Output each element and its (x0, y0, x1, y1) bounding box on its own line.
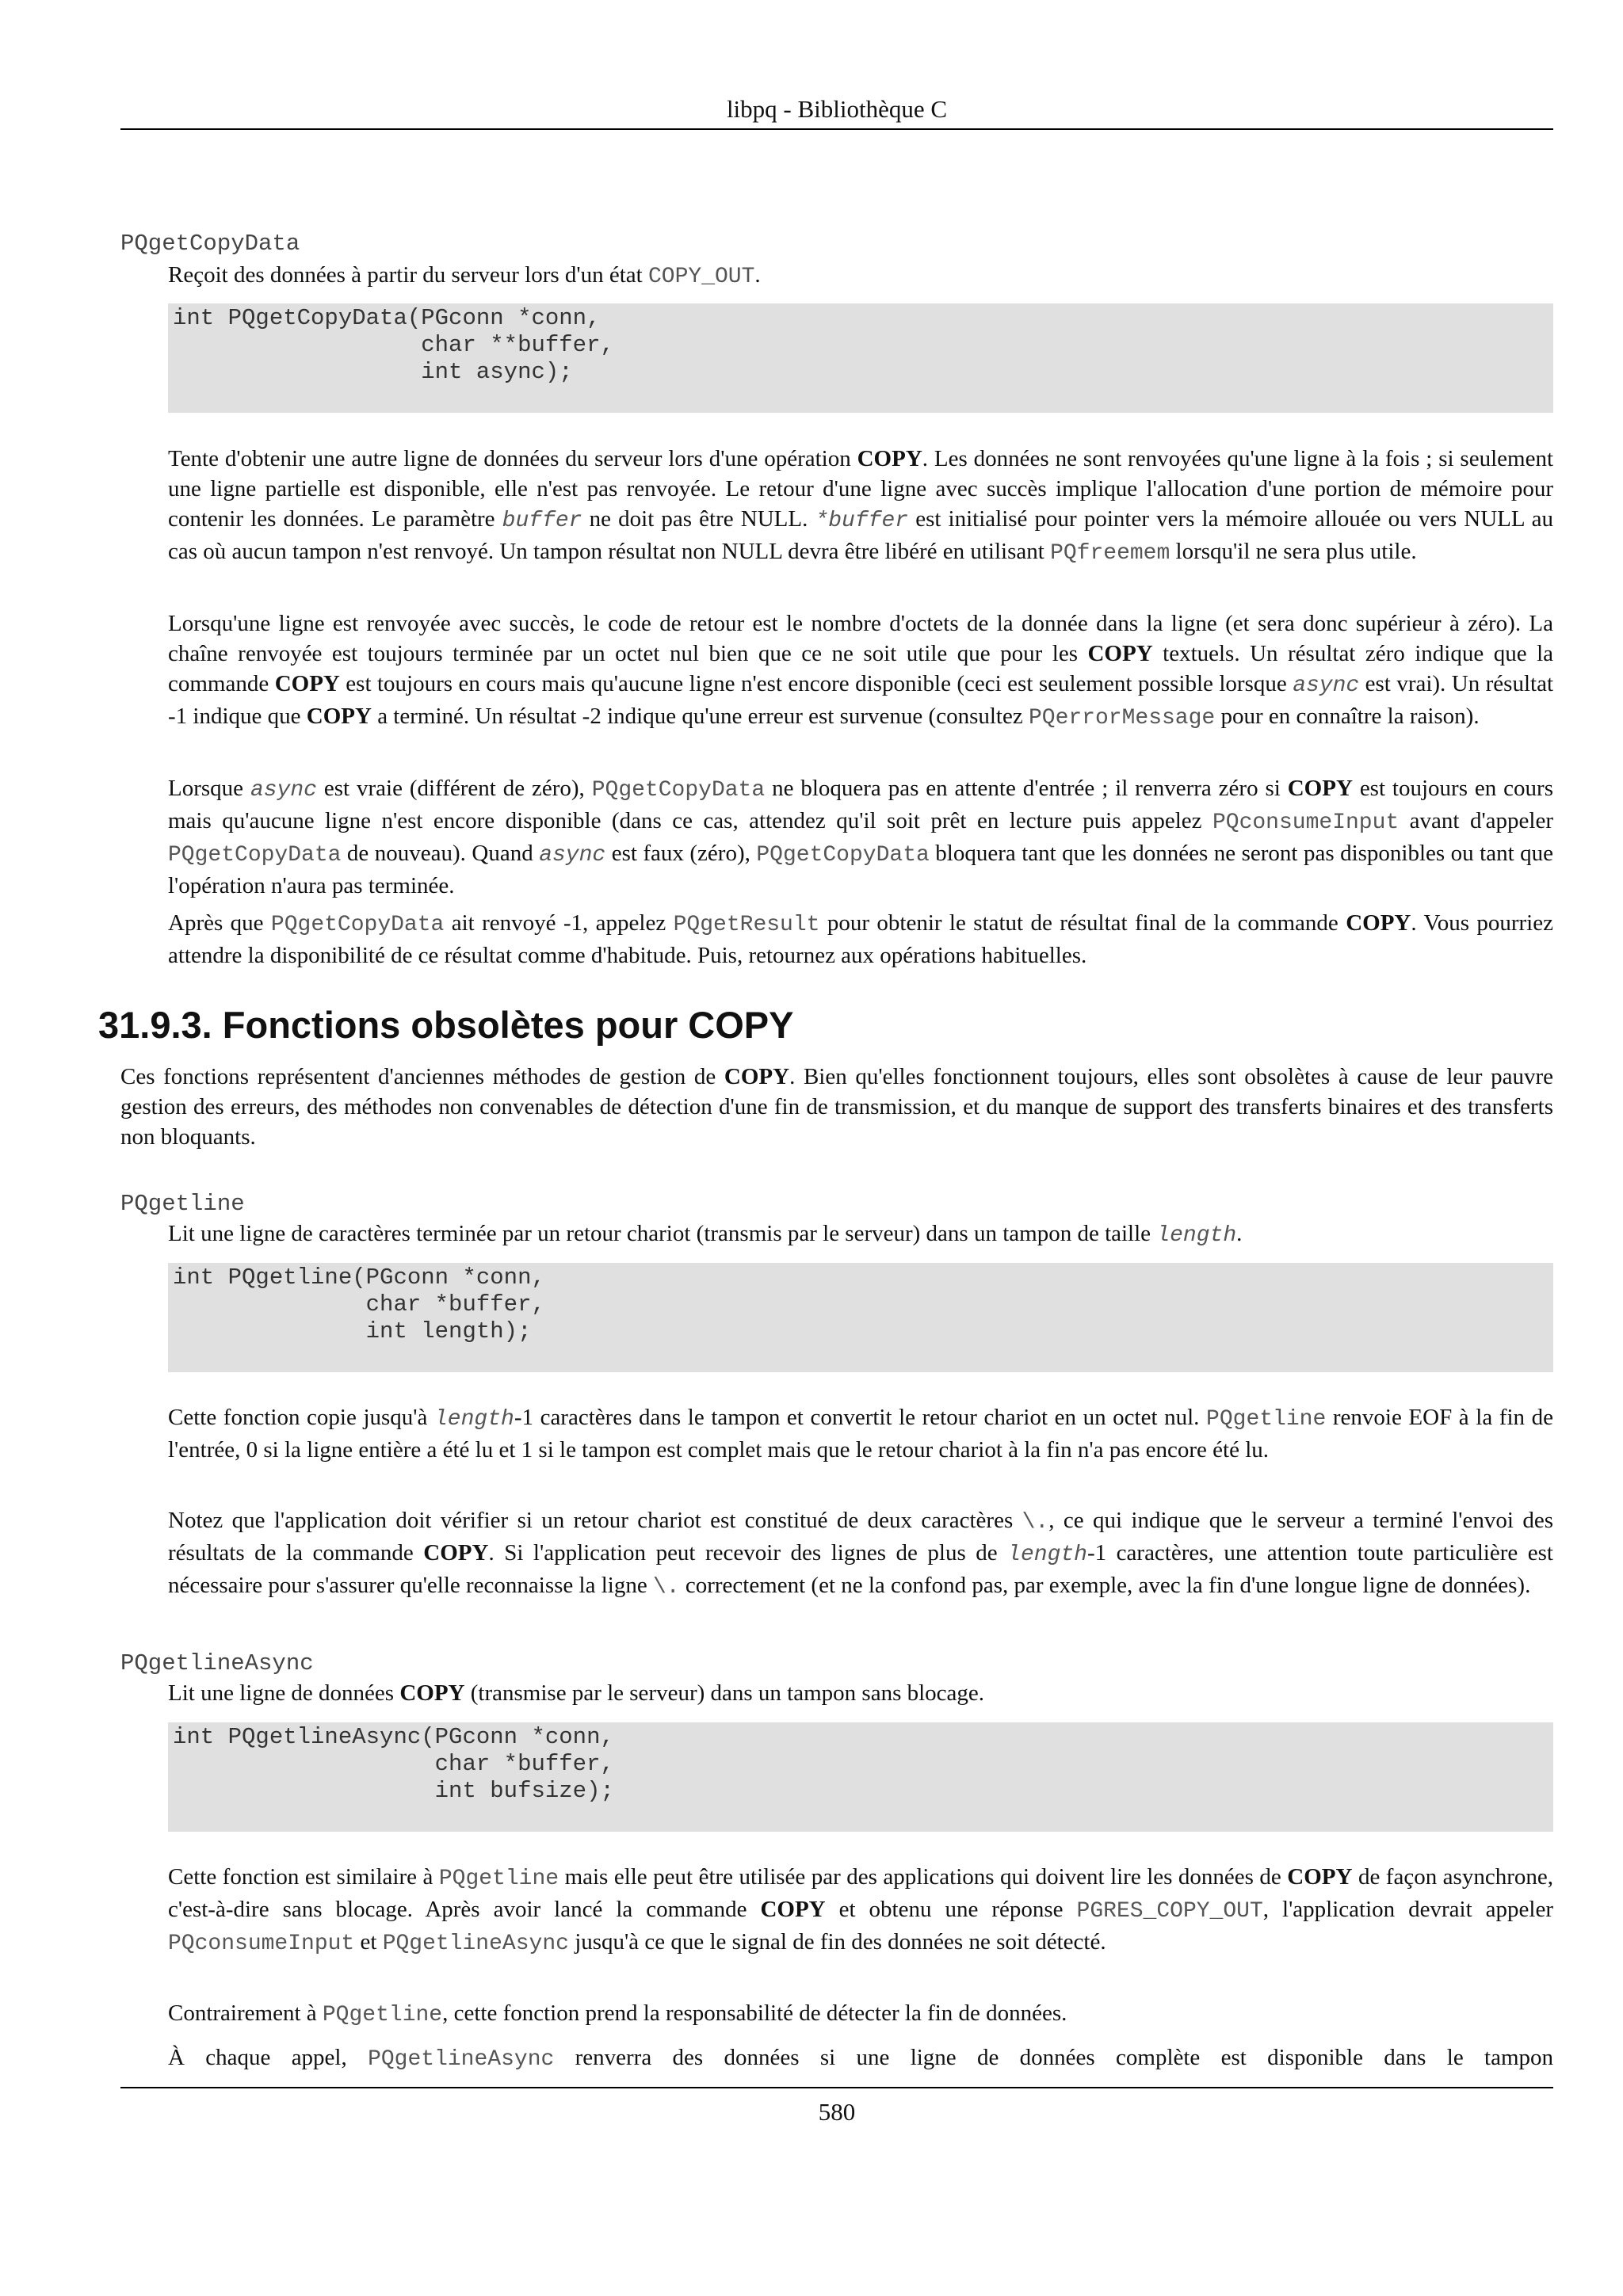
code-block-pqgetline: int PQgetline(PGconn *conn, char *buffer, int length); (168, 1263, 1553, 1372)
paragraph-getline-1: Cette fonction copie jusqu'à length-1 caractères dans le tampon et convertit le retour chariot en un octet nul. PQgetline renvoie EOF à la fin de l'entrée, 0 si la ligne entière a été lu et 1 si le tampon est complet mais que le retour chariot à la fin n'a pas encore été lu. (168, 1405, 1553, 1463)
section-intro: Ces fonctions représentent d'anciennes méthodes de gestion de COPY. Bien qu'elles fonctionnent toujours, elles sont obsolètes à cause de leur pauvre gestion des erreurs, des méthodes non convenables de détection d'une fin de transmission, et du manque de support des transferts binaires et des transferts non bloquants. (120, 1064, 1553, 1150)
paragraph-getlineasync-1: Cette fonction est similaire à PQgetline mais elle peut être utilisée par des applications qui doivent lire les données de COPY de façon asynchrone, c'est-à-dire sans blocage. Après avoir lancé la commande COPY et obtenu une réponse PGRES_COPY_OUT, l'application devrait appeler PQconsumeInput et PQgetlineAsync jusqu'à ce que le signal de fin des données ne soit détecté. (168, 1864, 1553, 1956)
running-header: libpq - Bibliothèque C (726, 95, 948, 123)
term-pqgetline: PQgetline (120, 1191, 245, 1217)
paragraph-getlineasync-2: Contrairement à PQgetline, cette fonction prend la responsabilité de détecter la fin de données. (168, 2000, 1067, 2027)
section-heading: 31.9.3. Fonctions obsolètes pour COPY (98, 1004, 794, 1046)
paragraph-getcopydata-1: Tente d'obtenir une autre ligne de données du serveur lors d'une opération COPY. Les données ne sont renvoyées qu'une ligne à la fois ; si seulement une ligne partielle est disponible, elle n'est pas renvoyée. Le retour d'une ligne avec succès implique l'allocation d'une portion de mémoire pour contenir les données. Le paramètre buffer ne doit pas être NULL. *buffer est initialisé pour pointer vers la mémoire allouée ou vers NULL au cas où aucun tampon n'est renvoyé. Un tampon résultat non NULL devra être libéré en utilisant PQfreemem lorsqu'il ne sera plus utile. (168, 446, 1554, 566)
description-pqgetline: Lit une ligne de caractères terminée par un retour chariot (transmis par le serveur) dans un tampon de taille length. (168, 1221, 1243, 1248)
paragraph-getcopydata-4: Après que PQgetCopyData ait renvoyé -1, appelez PQgetResult pour obtenir le statut de résultat final de la commande COPY. Vous pourriez attendre la disponibilité de ce résultat comme d'habitude. Puis, retournez aux opérations habituelles. (168, 910, 1553, 968)
paragraph-getlineasync-3: À chaque appel, PQgetlineAsync renverra des données si une ligne de données complète est disponible dans le tampon (168, 2045, 1553, 2072)
term-pqgetlineasync: PQgetlineAsync (120, 1650, 314, 1676)
code-block-pqgetlineasync: int PQgetlineAsync(PGconn *conn, char *buffer, int bufsize); (168, 1722, 1553, 1832)
paragraph-getcopydata-2: Lorsqu'une ligne est renvoyée avec succès, le code de retour est le nombre d'octets de la donnée dans la ligne (et sera donc supérieur à zéro). La chaîne renvoyée est toujours terminée par un octet nul bien que ce ne soit utile que pour les COPY textuels. Un résultat zéro indique que la commande COPY est toujours en cours mais qu'aucune ligne n'est encore disponible (ceci est seulement possible lorsque async est vrai). Un résultat -1 indique que COPY a terminé. Un résultat -2 indique qu'une erreur est survenue (consultez PQerrorMessage pour en connaître la raison). (168, 611, 1554, 730)
code-block-pqgetcopydata: int PQgetCopyData(PGconn *conn, char **buffer, int async); (168, 303, 1553, 413)
term-pqgetcopydata: PQgetCopyData (120, 231, 300, 257)
paragraph-getline-2: Notez que l'application doit vérifier si un retour chariot est constitué de deux caractères \., ce qui indique que le serveur a terminé l'envoi des résultats de la commande COPY. Si l'application peut recevoir des lignes de plus de length-1 caractères, une attention toute particulière est nécessaire pour s'assurer qu'elle reconnaisse la ligne \. correctement (et ne la confond pas, par exemple, avec la fin d'une longue ligne de données). (168, 1508, 1553, 1600)
page-number: 580 (818, 2098, 856, 2126)
description-pqgetlineasync: Lit une ligne de données COPY (transmise par le serveur) dans un tampon sans blocage. (168, 1680, 985, 1706)
header-rule (120, 128, 1553, 130)
description-pqgetcopydata: Reçoit des données à partir du serveur lors d'un état COPY_OUT. (168, 262, 761, 289)
paragraph-getcopydata-3: Lorsque async est vraie (différent de zéro), PQgetCopyData ne bloquera pas en attente d'entrée ; il renverra zéro si COPY est toujours en cours mais qu'aucune ligne n'est encore disponible (dans ce cas, attendez qu'il soit prêt en lecture puis appelez PQconsumeInput avant d'appeler PQgetCopyData de nouveau). Quand async est faux (zéro), PQgetCopyData bloquera tant que les données ne seront pas disponibles ou tant que l'opération n'aura pas terminée. (168, 776, 1554, 898)
footer-rule (120, 2087, 1553, 2088)
